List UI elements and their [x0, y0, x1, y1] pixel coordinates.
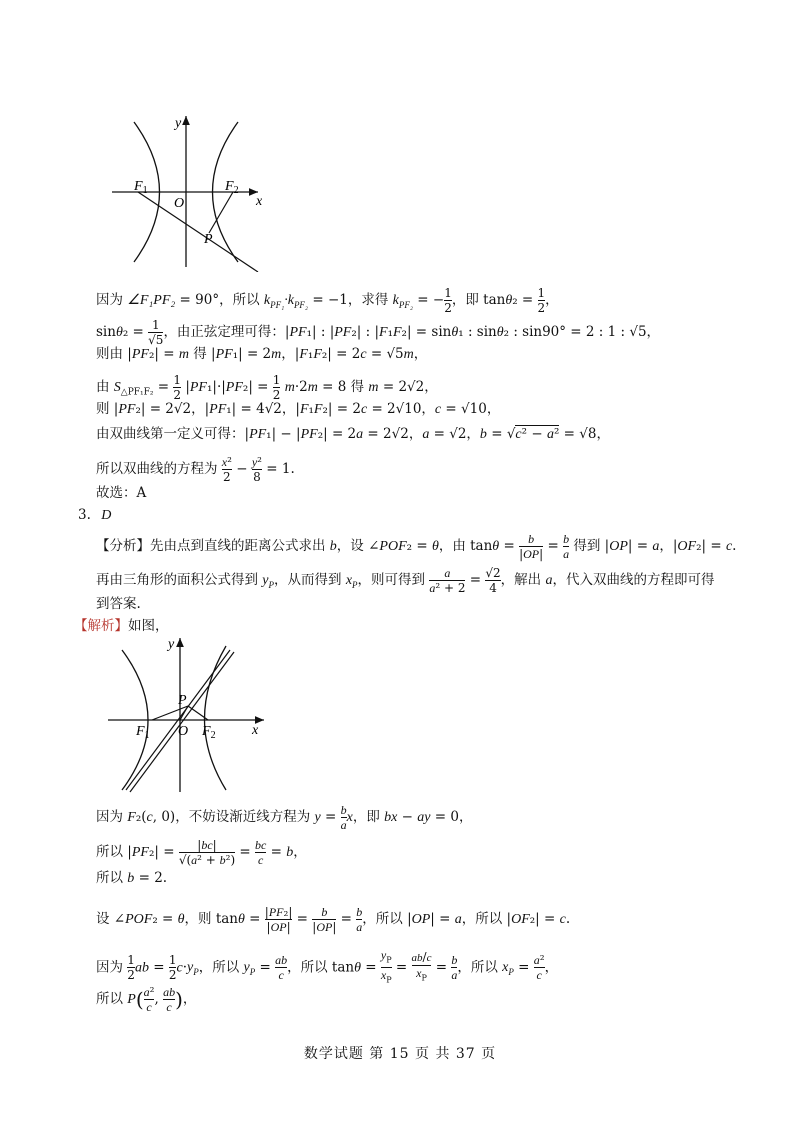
- solution-line: 所以双曲线的方程为 $\frac{\text{x²}}{2}$ − $\frac{\text{y²}}{8}$ = 1.: [96, 455, 295, 484]
- analysis-line-3: 到答案.: [96, 596, 141, 612]
- x-axis-label: x: [252, 723, 259, 738]
- y-axis-label: y: [175, 116, 182, 131]
- solution3-line-1: 因为 F₂(c, 0)，不妨设渐近线方程为 y = $\frac{b}{a}$ x，即 bx − ay = 0，: [96, 803, 473, 832]
- f2-label: $F_2$: [202, 724, 216, 741]
- solution-header: [74, 620, 169, 634]
- origin-label: O: [174, 196, 185, 211]
- solution3-line-6: 所以 P( $\frac{\text{a²}}{c}$ , $\frac{ab}{c}$ )，: [96, 985, 197, 1014]
- answer-line: 故选：A: [96, 485, 147, 501]
- analysis-line-2: 再由三角形的面积公式得到 $y_P$，从而得到 $x_P$，则可得到 $\frac{a}{\text{a² + 2}}$ = $\frac{√2}{4}$ ，解出 a，代入双曲线的方程即可得: [96, 566, 715, 595]
- y-axis-label: y: [168, 637, 175, 652]
- asymptote-2: [130, 652, 234, 792]
- solution-line: sinθ₂ = $\frac{1}{√5}$ ，由正弦定理可得：|PF₁| : |PF₂| : |F₁F₂| = sinθ₁ : sinθ₂ : sin90° = 2 : 1 : √5，: [96, 318, 661, 347]
- line-f1-p: [138, 192, 258, 272]
- solution-line: 因为 ∠F₁PF₂ = 90°，所以 $k_{PF_1}\cdot k_{PF_2} = -1$，求得 $k_{PF_2}$ = − $\frac{1}{2}$ ，即 tanθ₂ = $\frac{1}{2}$ ，: [96, 286, 559, 315]
- q3-choice: D: [101, 508, 112, 523]
- solution3-line-2: 所以 |PF₂| = $\frac{|bc|}{\text{√(a² + b²)}}$ = $\frac{bc}{c}$ = b，: [96, 838, 307, 867]
- solution3-line-5: 因为 $\frac{1}{2}$ ab = $\frac{1}{2}$ $c\cdot y_P$，所以 $y_P$ = $\frac{ab}{c}$ ，所以 tanθ = $\frac{y_P}{x_P}$ = $\frac{ab/c}{x_P}$ = $\frac{b}{a}$ ，所以 $x_P$ = $\frac{\text{a²}}{c}$ ，: [96, 948, 559, 985]
- f2-label: $F_2$: [225, 179, 239, 196]
- p-label: P: [204, 232, 213, 247]
- analysis-line-1: 【分析】先由点到直线的距离公式求出 b，设 ∠POF₂ = θ，由 tanθ = $\frac{b}{|OP|}$ = $\frac{b}{a}$ 得到 |OP| = a，|OF₂| = c.: [96, 532, 737, 561]
- hyperbola-figure-2: [108, 634, 268, 794]
- f1-label: $F_1$: [136, 724, 150, 741]
- solution-intro: 如图，: [128, 618, 169, 634]
- solution-line: 则由 |PF₂| = m 得 |PF₁| = 2m，|F₁F₂| = 2c = √5m，: [96, 346, 428, 362]
- q3-header: [78, 509, 111, 523]
- page-footer: 数学试题 第 15 页 共 37 页: [303, 1046, 497, 1062]
- p-label: P: [178, 693, 187, 708]
- solution-line: 则 |PF₂| = 2√2，|PF₁| = 4√2，|F₁F₂| = 2c = 2√10，c = √10，: [96, 401, 501, 417]
- origin-label: O: [178, 724, 189, 739]
- solution-line: 由 $S_{\triangle PF_1F_2}$ = $\frac{1}{2}$ |PF₁|·|PF₂| = $\frac{1}{2}$ m·2m = 8 得 m = 2√2，: [96, 373, 438, 402]
- f1-label: $F_1$: [134, 179, 148, 196]
- hyperbola-figure-1: [112, 112, 262, 272]
- solution-tag: 【解析】: [74, 618, 128, 634]
- q3-number: 3.: [78, 507, 91, 523]
- solution-line: 由双曲线第一定义可得：|PF₁| − |PF₂| = 2a = 2√2，a = √2，b = √c² − a² = √8，: [96, 426, 610, 442]
- solution3-line-3: 所以 b = 2.: [96, 870, 168, 886]
- x-axis-label: x: [256, 194, 262, 209]
- solution3-line-4: 设 ∠POF₂ = θ，则 tanθ = $\frac{\text{|PF₂|}}{|OP|}$ = $\frac{b}{|OP|}$ = $\frac{b}{a}$ ，所以 |OP| = a，所以 |OF₂| = c.: [96, 905, 571, 934]
